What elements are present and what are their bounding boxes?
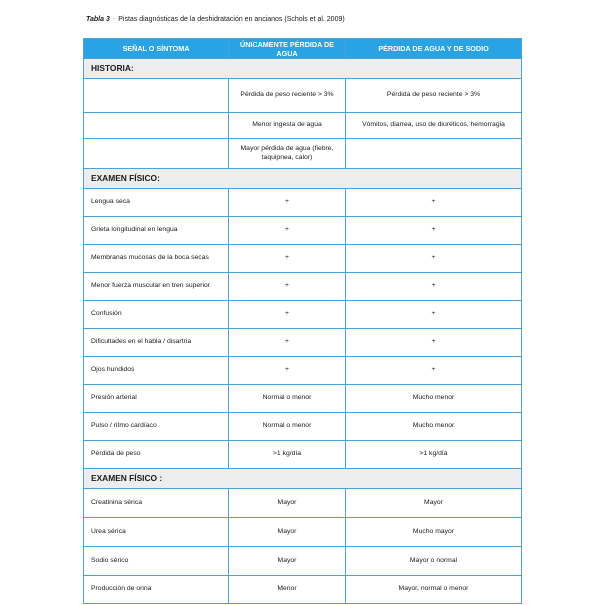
water-sodium-loss-cell [346,139,522,169]
water-sodium-loss-cell: + [346,357,522,385]
caption-text: Pistas diagnósticas de la deshidratación en ancianos (Schols et al. 2009) [118,16,345,23]
signal-cell: Membranas mucosas de la boca secas [84,245,229,273]
water-loss-cell: + [229,217,346,245]
water-sodium-loss-cell: + [346,189,522,217]
signal-cell: Dificultades en el habla / disartria [84,329,229,357]
water-loss-cell: Pérdida de peso reciente > 3% [229,79,346,113]
header-water-sodium-loss: PÉRDIDA DE AGUA Y DE SODIO [346,39,522,59]
water-sodium-loss-cell: >1 kg/día [346,441,522,469]
signal-cell: Ojos hundidos [84,357,229,385]
table-row [84,385,522,413]
table-row [84,576,522,604]
table-row [84,217,522,245]
water-sodium-loss-cell: Mucho mayor [346,518,522,547]
water-loss-cell: >1 kg/día [229,441,346,469]
signal-cell: Menor fuerza muscular en tren superior [84,273,229,301]
signal-cell: Sodio sérico [84,547,229,576]
water-sodium-loss-cell: Vómitos, diarrea, uso de diuréticos, hemorragia [346,113,522,139]
water-loss-cell: Mayor pérdida de agua (fiebre, taquipnea, calor) [229,139,346,169]
header-water-loss: ÚNICAMENTE PÉRDIDA DE AGUA [229,39,346,59]
table-row [84,301,522,329]
water-loss-cell: Normal o menor [229,413,346,441]
water-loss-cell: Normal o menor [229,385,346,413]
table-body [84,59,522,604]
signal-cell: Creatinina sérica [84,489,229,518]
table-row [84,413,522,441]
table-row [84,329,522,357]
dehydration-table [83,38,522,604]
water-loss-cell: + [229,357,346,385]
table-row [84,189,522,217]
section-title: HISTORIA: [84,59,522,79]
table-row [84,273,522,301]
water-loss-cell: + [229,189,346,217]
water-loss-cell: + [229,301,346,329]
table-row [84,357,522,385]
water-loss-cell: + [229,329,346,357]
water-sodium-loss-cell: + [346,301,522,329]
water-sodium-loss-cell: + [346,245,522,273]
table-caption [86,16,345,23]
water-sodium-loss-cell: Pérdida de peso reciente > 3% [346,79,522,113]
section-header-row [84,469,522,489]
signal-cell [84,139,229,169]
signal-cell [84,79,229,113]
header-signal: SEÑAL O SÍNTOMA [84,39,229,59]
water-loss-cell: Menor [229,576,346,604]
table-row [84,441,522,469]
water-sodium-loss-cell: Mayor, normal o menor [346,576,522,604]
signal-cell: Producción de orina [84,576,229,604]
signal-cell: Lengua seca [84,189,229,217]
table-row [84,489,522,518]
table-row [84,139,522,169]
signal-cell: Pulso / ritmo cardíaco [84,413,229,441]
table-number: Tabla 3 [86,16,110,23]
signal-cell: Pérdida de peso [84,441,229,469]
signal-cell [84,113,229,139]
water-sodium-loss-cell: + [346,329,522,357]
section-header-row [84,59,522,79]
table-row [84,245,522,273]
water-sodium-loss-cell: Mayor [346,489,522,518]
table-row [84,113,522,139]
signal-cell: Urea sérica [84,518,229,547]
header-row [84,39,522,59]
signal-cell: Presión arterial [84,385,229,413]
water-loss-cell: Mayor [229,518,346,547]
table-row [84,547,522,576]
water-sodium-loss-cell: Mucho menor [346,413,522,441]
section-title: EXAMEN FÍSICO : [84,469,522,489]
water-sodium-loss-cell: Mucho menor [346,385,522,413]
table-row [84,518,522,547]
signal-cell: Confusión [84,301,229,329]
signal-cell: Grieta longitudinal en lengua [84,217,229,245]
water-loss-cell: Mayor [229,547,346,576]
water-sodium-loss-cell: Mayor o normal [346,547,522,576]
water-sodium-loss-cell: + [346,217,522,245]
water-sodium-loss-cell: + [346,273,522,301]
water-loss-cell: Mayor [229,489,346,518]
section-title: EXAMEN FÍSICO: [84,169,522,189]
section-header-row [84,169,522,189]
water-loss-cell: + [229,273,346,301]
table-row [84,79,522,113]
water-loss-cell: Menor ingesta de agua [229,113,346,139]
caption-separator: - [112,16,116,23]
water-loss-cell: + [229,245,346,273]
